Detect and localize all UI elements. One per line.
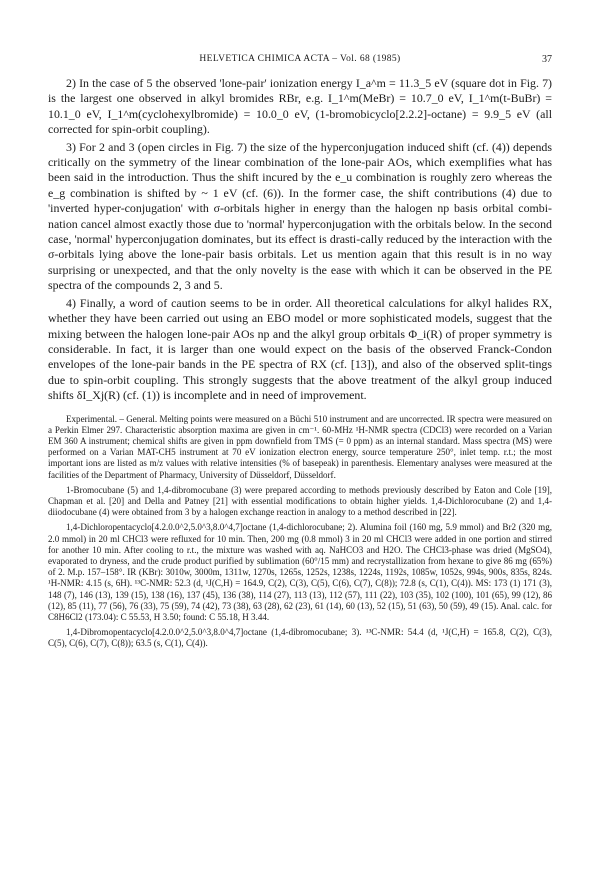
running-header [48, 54, 552, 70]
experimental-general: Experimental. – General. Melting points were measured on a Büchi 510 instrument and are uncorrected. IR spectra were measured on a Perkin Elmer 297. Characteristic absorption maxima are given in cm⁻¹. 60-MHz ¹H-NMR spectra (CDCl3) were recorded on a Varian EM 360 A instrument; chemical shifts are given in ppm downfield from TMS (= 0 ppm) as an internal standard. Mass spectra (MS) were performed on a Varian MAT-CH5 instrument at 70 eV ionization electron energy, source temperature 250°, inlet temp. r.t.; the most important ions are listed as m/z values with relative intensities (% of basepeak) in parenthesis. Elementary analyses were measured at the facilities of the Department of Pharmacy, University of Düsseldorf, Düsseldorf. [48, 413, 552, 480]
experimental-dibromocubane: 1,4-Dibromopentacyclo[4.2.0.0^2,5.0^3,8.0^4,7]octane (1,4-dibromocubane; 3). ¹³C-NMR: 54.4 (d, ¹J(C,H) = 165.8, C(2), C(3), C(5), C(6), C(7), C(8)); 63.5 (s, C(1), C(4)). [48, 627, 552, 649]
page-number: 37 [542, 54, 552, 65]
paragraph-point-4: 4) Finally, a word of caution seems to be in order. All theoretical calculations for alkyl halides RX, whether they have been carried out using an EBO model or more sophisticated models, suggest that the mixing between the halogen lone-pair AOs np and the alkyl group orbitals Φ_i(R) of proper symmetry is considerable. In fact, it is larger than one would expect on the basis of the observed Franck-Condon envelopes of the lone-pair bands in the PE spectra of RX (cf. [13]), and also of the observed split-tings due to spin-orbit coupling. This strongly suggests that the above treatment of the alkyl group induced shifts δI_Xj(R) (cf. (1)) is incomplete and in need of improvement. [48, 295, 552, 403]
journal-title: HELVETICA CHIMICA ACTA – Vol. 68 (1985) [199, 54, 401, 64]
experimental-dichlorocubane: 1,4-Dichloropentacyclo[4.2.0.0^2,5.0^3,8.0^4,7]octane (1,4-dichlorocubane; 2). Alumina foil (160 mg, 5.9 mmol) and Br2 (320 mg, 2.0 mmol) in 20 ml CHCl3 were refluxed for 10 min. Then, 200 mg (0.8 mmol) 3 in 20 ml CHCl3 were added in one portion and stirred for another 10 min. After cooling to r.t., the mixture was washed with aq. NaHCO3 and H2O. The CHCl3-phase was dried (MgSO4), evaporated to dryness, and the crude product purified by sublimation (60°/15 mm) and recrystallization from hexane to give 86 mg (65%) of 2. M.p. 157–158°. IR (KBr): 3010w, 3000m, 1311w, 1270s, 1265s, 1252s, 1238s, 1224s, 1192s, 1085w, 1052s, 994s, 900s, 835s, 824s. ¹H-NMR: 4.15 (s, 6H). ¹³C-NMR: 52.3 (d, ¹J(C,H) = 164.9, C(2), C(3), C(5), C(6), C(7), C(8)); 72.8 (s, C(1), C(4)). MS: 173 (1) 171 (3), 148 (7), 146 (13), 139 (15), 138 (16), 137 (45), 136 (38), 114 (27), 113 (13), 112 (57), 111 (22), 103 (35), 102 (100), 101 (65), 99 (12), 86 (12), 85 (11), 77 (56), 76 (33), 75 (59), 74 (42), 73 (38), 63 (28), 62 (23), 61 (14), 60 (13), 52 (15), 51 (63), 50 (59), 49 (15). Anal. calc. for C8H6Cl2 (173.04): C 55.53, H 3.50; found: C 55.18, H 3.44. [48, 522, 552, 622]
article-body [48, 76, 552, 654]
paragraph-point-3: 3) For 2 and 3 (open circles in Fig. 7) the size of the hyperconjugation induced shift (cf. (4)) depends critically on the symmetry of the linear combination of the lone-pair AOs, which exemplifies what has been said in the introduction. Thus the shift incured by the e_u combination is roughly zero whereas the e_g combination is shifted by ~ 1 eV (cf. (6)). In the former case, the shift contributions (4) due to 'inverted hyper-conjugation' with σ-orbitals higher in energy than the halogen np basis orbital combi-nation cancel almost exactly those due to 'normal' hyperconjugation with the orbitals below. In the second case, 'normal' hyperconjugation dominates, but its effect is drasti-cally reduced by the interaction with the σ-orbitals lying above the lone-pair basis orbitals. Let us mention again that this result is in no way surprising or unexpected, and that the only novelty is the ease with which it can be observed in the PE spectra of the compounds 2, 3 and 5. [48, 139, 552, 293]
paragraph-point-2: 2) In the case of 5 the observed 'lone-pair' ionization energy I_a^m = 11.3_5 eV (square dot in Fig. 7) is the largest one observed in alkyl bromides RBr, e.g. I_1^m(MeBr) = 10.7_0 eV, I_1^m(t-BuBr) = 10.1_0 eV, I_1^m(cyclohexylbromide) = 10.0_0 eV, (1-bromobicyclo[2.2.2]-octane) = 9.9_5 eV (all corrected for spin-orbit coupling). [48, 76, 552, 137]
experimental-preparation: 1-Bromocubane (5) and 1,4-dibromocubane (3) were prepared according to methods previously described by Eaton and Cole [19], Chapman et al. [20] and Della and Patney [21] with essential modifications to obtain higher yields. 1,4-Dichlorocubane (2) and 1,4-diiodocubane (4) were obtained from 3 by a halogen exchange reaction in analogy to a method described in [22]. [48, 484, 552, 518]
